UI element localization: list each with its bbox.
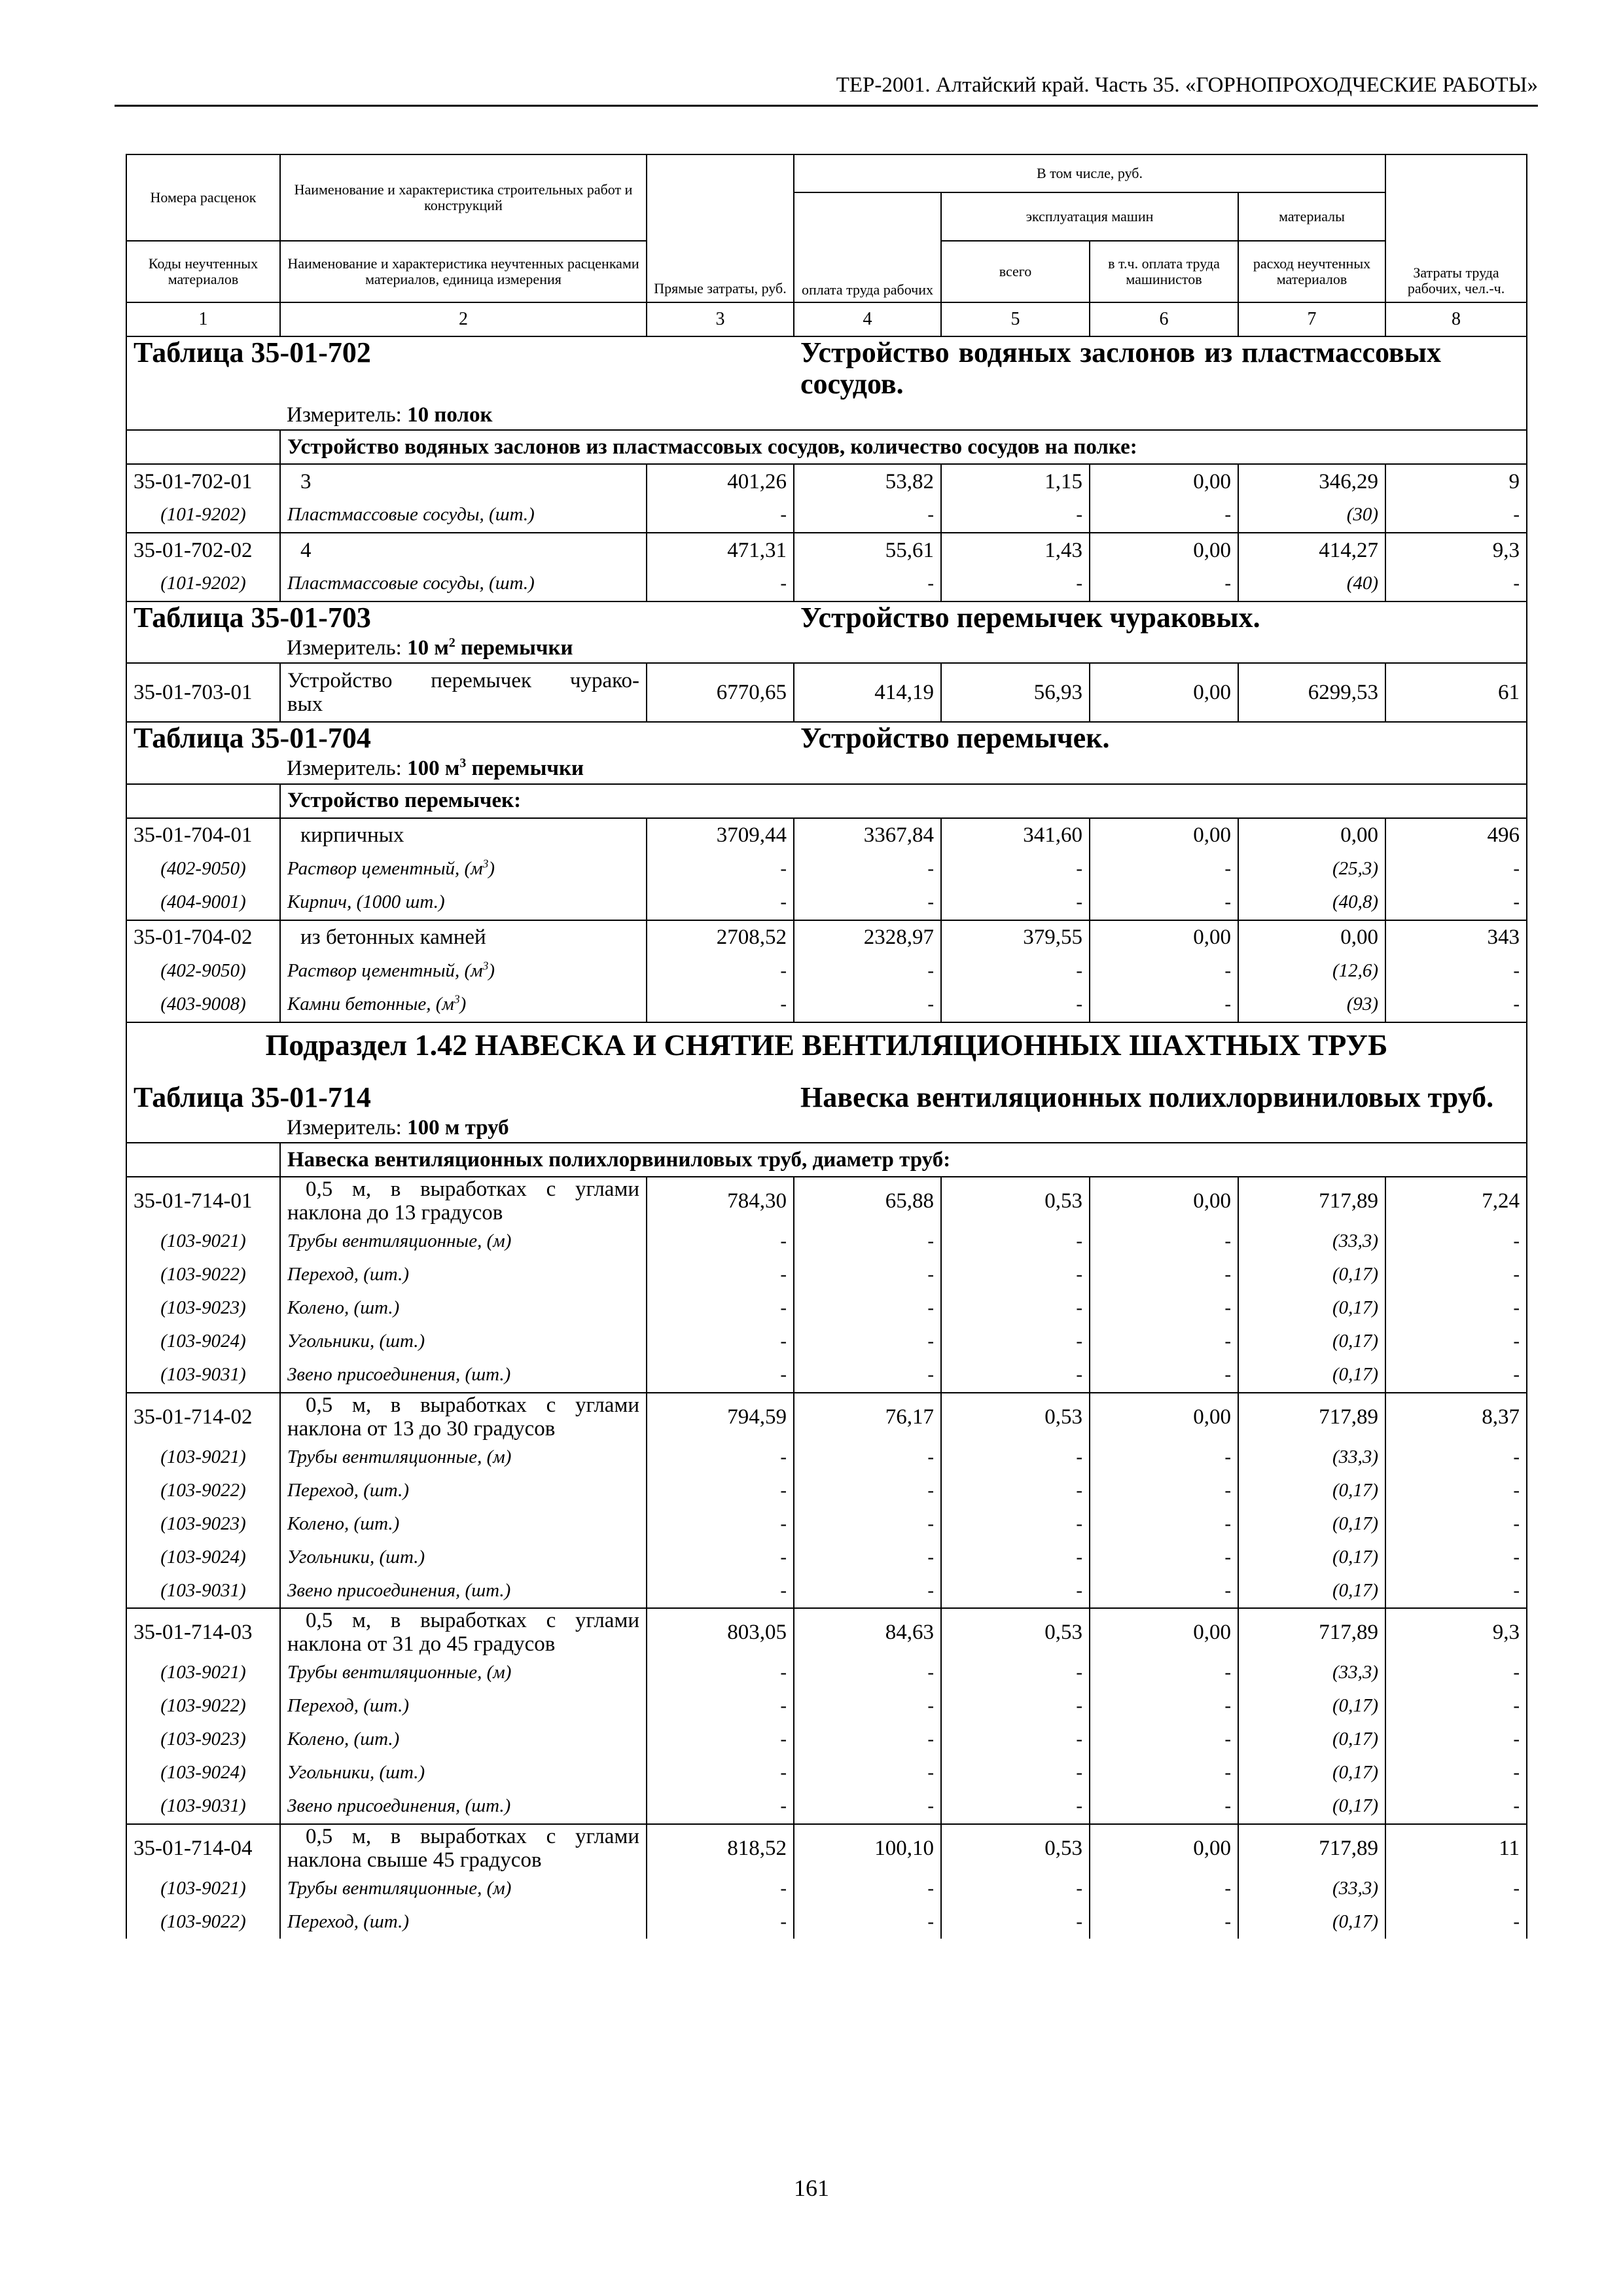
column-number: 1 <box>126 302 280 336</box>
table-row: 35-01-714-03 0,5 м, в выработках с углами наклона от 31 до 45 градусов 803,05 84,63 0,53 0,00 717,89 9,3 <box>126 1608 1527 1657</box>
measurement-unit: Измеритель: 100 $м^3$ перемычки <box>280 755 1527 784</box>
header-material-consumption: расход неучтенных материалов <box>1238 241 1385 302</box>
column-number: 7 <box>1238 302 1385 336</box>
page-number: 161 <box>794 2175 829 2201</box>
table-row: (103-9021) Трубы вентиляционные, (м) - - - - (33,3) - <box>126 1657 1527 1690</box>
table-number: Таблица 35-01-704 <box>126 722 794 754</box>
header-work-name: Наименование и характеристика строительных работ и конструкций <box>280 154 647 241</box>
table-row: (103-9023) Колено, (шт.) - - - - (0,17) - <box>126 1292 1527 1325</box>
header-material-names: Наименование и характеристика неучтенных расценками материалов, единица измерения <box>280 241 647 302</box>
table-row: (101-9202) Пластмассовые сосуды, (шт.) - - - - (30) - <box>126 499 1527 533</box>
table-row: 35-01-714-01 0,5 м, в выработках с углами наклона до 13 градусов 784,30 65,88 0,53 0,00 717,89 7,24 <box>126 1177 1527 1225</box>
column-number: 4 <box>794 302 941 336</box>
table-row: (103-9024) Угольники, (шт.) - - - - (0,17) - <box>126 1757 1527 1790</box>
table-title: Устройство водяных заслонов из пластмассовых сосудов. <box>794 336 1527 401</box>
table-number: Таблица 35-01-702 <box>126 336 794 401</box>
table-row: 35-01-714-04 0,5 м, в выработках с углами наклона свыше 45 градусов 818,52 100,10 0,53 0,00 717,89 11 <box>126 1824 1527 1873</box>
column-number: 2 <box>280 302 647 336</box>
table-row: (103-9024) Угольники, (шт.) - - - - (0,17) - <box>126 1541 1527 1574</box>
table-number: Таблица 35-01-703 <box>126 601 794 634</box>
table-35-01-714-rows <box>126 1177 1527 1939</box>
table-row: (103-9022) Переход, (шт.) - - - - (0,17) - <box>126 1259 1527 1292</box>
table-row: (103-9022) Переход, (шт.) - - - - (0,17) - <box>126 1690 1527 1723</box>
table-row: (402-9050) Раствор цементный, $(м^3)$ - - - - (25,3) - <box>126 853 1527 886</box>
table-row: (103-9024) Угольники, (шт.) - - - - (0,17) - <box>126 1325 1527 1359</box>
table-row: (101-9202) Пластмассовые сосуды, (шт.) - - - - (40) - <box>126 567 1527 601</box>
header-machines-total: всего <box>941 241 1090 302</box>
table-row: 35-01-704-01 кирпичных 3709,44 3367,84 341,60 0,00 0,00 496 <box>126 818 1527 853</box>
table-row: (103-9021) Трубы вентиляционные, (м) - - - - (33,3) - <box>126 1225 1527 1259</box>
table-row: (103-9023) Колено, (шт.) - - - - (0,17) - <box>126 1723 1527 1757</box>
subsection-heading: Подраздел 1.42 НАВЕСКА И СНЯТИЕ ВЕНТИЛЯЦИОННЫХ ШАХТНЫХ ТРУБ <box>126 1022 1527 1069</box>
table-row: 35-01-703-01 Устройство перемычек чурако- вых 6770,65 414,19 56,93 0,00 6299,53 61 <box>126 663 1527 722</box>
measurement-unit: Измеритель: 10 полок <box>280 401 1527 430</box>
table-title: Устройство перемычек. <box>794 722 1527 754</box>
section-heading: Навеска вентиляционных полихлорвиниловых труб, диаметр труб: <box>280 1143 1527 1177</box>
column-number: 8 <box>1385 302 1527 336</box>
header-labor-costs: Затраты труда рабочих, чел.-ч. <box>1385 154 1527 302</box>
section-heading: Устройство перемычек: <box>280 784 1527 818</box>
running-header <box>115 71 1538 107</box>
measurement-unit: Измеритель: 10 $м^2$ перемычки <box>280 634 1527 663</box>
table-row: 35-01-702-01 3 401,26 53,82 1,15 0,00 346,29 9 <box>126 464 1527 499</box>
running-header-text: ТЕР-2001. Алтайский край. Часть 35. «ГОРНОПРОХОДЧЕСКИЕ РАБОТЫ» <box>836 73 1538 97</box>
table-35-01-714 <box>126 1022 1527 1177</box>
table-35-01-703 <box>126 601 1527 722</box>
table-row: (103-9022) Переход, (шт.) - - - - (0,17) - <box>126 1474 1527 1507</box>
header-direct-costs: Прямые затраты, руб. <box>647 154 794 302</box>
table-row: 35-01-704-02 из бетонных камней 2708,52 2328,97 379,55 0,00 0,00 343 <box>126 920 1527 955</box>
table-row: (103-9031) Звено присоединения, (шт.) - - - - (0,17) - <box>126 1574 1527 1608</box>
table-number: Таблица 35-01-714 <box>126 1069 794 1113</box>
section-heading: Устройство водяных заслонов из пластмассовых сосудов, количество сосудов на полке: <box>280 430 1527 464</box>
table-row: (103-9023) Колено, (шт.) - - - - (0,17) - <box>126 1507 1527 1541</box>
table-row: (103-9021) Трубы вентиляционные, (м) - - - - (33,3) - <box>126 1441 1527 1474</box>
header-worker-pay: оплата труда рабочих <box>794 192 941 302</box>
column-number: 5 <box>941 302 1090 336</box>
table-row: (103-9021) Трубы вентиляционные, (м) - - - - (33,3) - <box>126 1872 1527 1905</box>
table-row: (404-9001) Кирпич, (1000 шт.) - - - - (40,8) - <box>126 886 1527 920</box>
table-row: 35-01-714-02 0,5 м, в выработках с углами наклона от 13 до 30 градусов 794,59 76,17 0,53 0,00 717,89 8,37 <box>126 1393 1527 1441</box>
header-operator-pay: в т.ч. оплата труда машинистов <box>1090 241 1238 302</box>
table-35-01-704 <box>126 722 1527 1022</box>
header-including: В том числе, руб. <box>794 154 1385 192</box>
rates-table <box>126 154 1527 1939</box>
measurement-unit: Измеритель: 100 м труб <box>280 1113 1527 1143</box>
header-rate-numbers: Номера расценок <box>126 154 280 241</box>
header-materials: материалы <box>1238 192 1385 241</box>
column-number: 6 <box>1090 302 1238 336</box>
table-title: Устройство перемычек чураковых. <box>794 601 1527 634</box>
table-title: Навеска вентиляционных полихлорвиниловых труб. <box>794 1069 1527 1113</box>
table-row: (403-9008) Камни бетонные, $(м^3)$ - - - - (93) - <box>126 988 1527 1022</box>
table-row: (402-9050) Раствор цементный, $(м^3)$ - - - - (12,6) - <box>126 955 1527 988</box>
table-row: (103-9022) Переход, (шт.) - - - - (0,17) - <box>126 1905 1527 1939</box>
header-machine-operation: эксплуатация машин <box>941 192 1238 241</box>
table-row: 35-01-702-02 4 471,31 55,61 1,43 0,00 414,27 9,3 <box>126 533 1527 567</box>
table-row: (103-9031) Звено присоединения, (шт.) - - - - (0,17) - <box>126 1790 1527 1824</box>
column-number: 3 <box>647 302 794 336</box>
table-header <box>126 154 1527 336</box>
header-material-codes: Коды неучтенных материалов <box>126 241 280 302</box>
table-row: (103-9031) Звено присоединения, (шт.) - - - - (0,17) - <box>126 1359 1527 1393</box>
table-35-01-702 <box>126 336 1527 601</box>
